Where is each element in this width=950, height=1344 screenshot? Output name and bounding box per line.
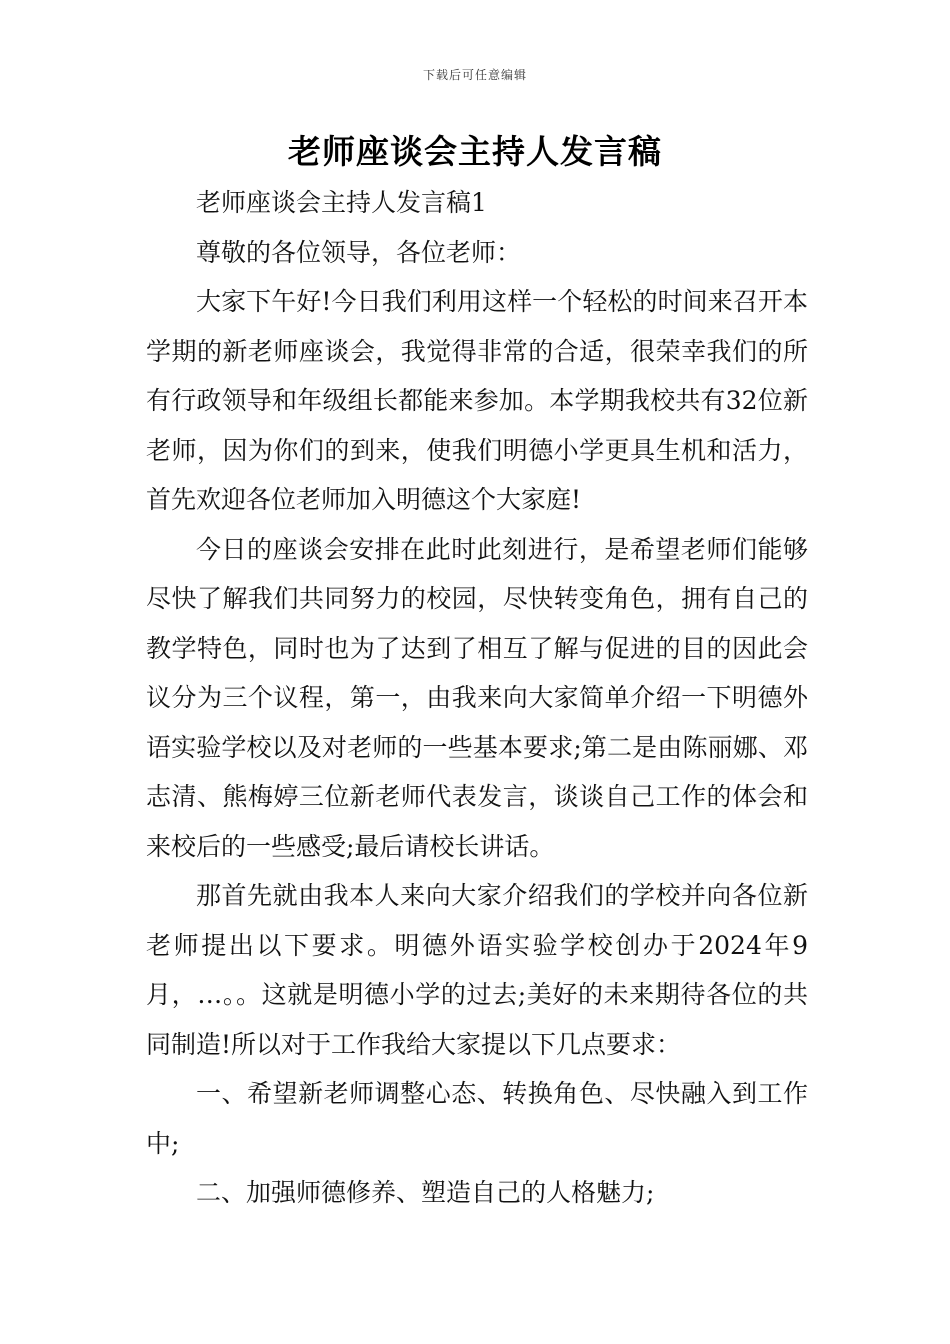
header-note: 下载后可任意编辑 (422, 68, 527, 82)
paragraph: 大家下午好!今日我们利用这样一个轻松的时间来召开本学期的新老师座谈会，我觉得非常的合适，很荣幸我们的所有行政领导和年级组长都能来参加。本学期我校共有32位新老师，因为你们的到来，使我们明德小学更具生机和活力，首先欢迎各位老师加入明德这个大家庭! (146, 287, 808, 514)
paragraph: 那首先就由我本人来向大家介绍我们的学校并向各位新老师提出以下要求。明德外语实验学校创办于2024年9月，…。。这就是明德小学的过去;美好的未来期待各位的共同制造!所以对于工作我给大家提以下几点要求： (146, 881, 808, 1059)
document-title: 老师座谈会主持人发言稿 (288, 132, 662, 171)
section-heading: 老师座谈会主持人发言稿1 (196, 188, 487, 217)
paragraph: 今日的座谈会安排在此时此刻进行，是希望老师们能够尽快了解我们共同努力的校园，尽快转变角色，拥有自己的教学特色，同时也为了达到了相互了解与促进的目的因此会议分为三个议程，第一，由我来向大家简单介绍一下明德外语实验学校以及对老师的一些基本要求;第二是由陈丽娜、邓志清、熊梅婷三位新老师代表发言，谈谈自己工作的体会和来校后的一些感受;最后请校长讲话。 (146, 534, 808, 861)
document-body (146, 178, 808, 1218)
list-item: 二、加强师德修养、塑造自己的人格魅力; (196, 1178, 655, 1207)
salutation: 尊敬的各位领导，各位老师： (196, 237, 522, 267)
list-item: 一、希望新老师调整心态、转换角色、尽快融入到工作中; (146, 1079, 808, 1158)
